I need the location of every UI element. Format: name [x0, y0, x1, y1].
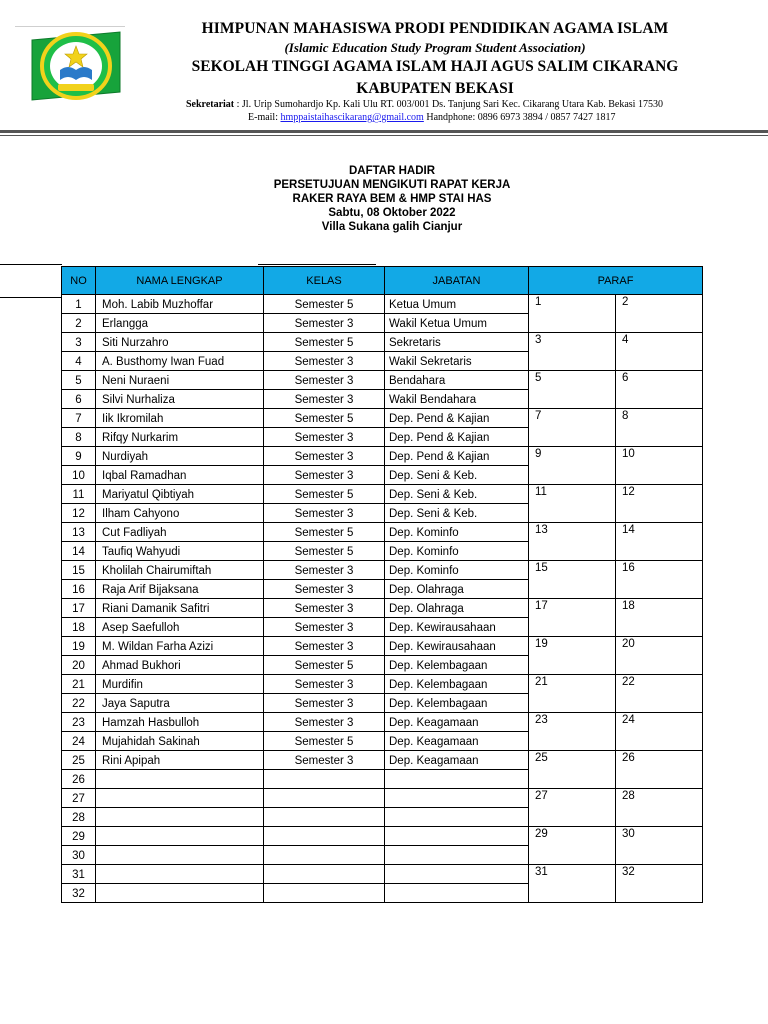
table-row [62, 865, 703, 884]
row-name: Raja Arif Bijaksana [96, 580, 264, 599]
row-number: 27 [62, 789, 96, 808]
secretariat-label: Sekretariat [186, 99, 235, 110]
sign-cell[interactable]: 9 [529, 447, 616, 485]
row-class: Semester 3 [264, 675, 385, 694]
row-name [96, 770, 264, 789]
sign-cell[interactable]: 3 [529, 333, 616, 371]
row-name: Erlangga [96, 314, 264, 333]
table-row [62, 409, 703, 428]
row-position: Dep. Kominfo [385, 561, 529, 580]
row-position: Dep. Kewirausahaan [385, 618, 529, 637]
org-name-english: (Islamic Education Study Program Student Association) [284, 40, 586, 55]
row-class: Semester 3 [264, 352, 385, 371]
row-position [385, 789, 529, 808]
row-class [264, 884, 385, 903]
row-position: Dep. Pend & Kajian [385, 409, 529, 428]
row-name: Rifqy Nurkarim [96, 428, 264, 447]
row-name [96, 846, 264, 865]
row-position [385, 846, 529, 865]
sign-cell[interactable]: 18 [616, 599, 703, 637]
letterhead [0, 0, 768, 140]
row-name: Neni Nuraeni [96, 371, 264, 390]
row-number: 16 [62, 580, 96, 599]
row-name: Jaya Saputra [96, 694, 264, 713]
table-row [62, 485, 703, 504]
sign-cell[interactable]: 10 [616, 447, 703, 485]
sign-cell[interactable]: 30 [616, 827, 703, 865]
row-class: Semester 3 [264, 371, 385, 390]
row-name: Iik Ikromilah [96, 409, 264, 428]
contact-line [248, 112, 616, 123]
row-class [264, 789, 385, 808]
row-class: Semester 5 [264, 656, 385, 675]
row-position: Dep. Pend & Kajian [385, 428, 529, 447]
row-name: A. Busthomy Iwan Fuad [96, 352, 264, 371]
row-number: 25 [62, 751, 96, 770]
row-position: Dep. Seni & Keb. [385, 466, 529, 485]
document-titles [180, 164, 604, 234]
sign-cell[interactable]: 25 [529, 751, 616, 789]
row-number: 30 [62, 846, 96, 865]
sign-cell[interactable]: 27 [529, 789, 616, 827]
row-number: 31 [62, 865, 96, 884]
row-name: Siti Nurzahro [96, 333, 264, 352]
sign-cell[interactable]: 19 [529, 637, 616, 675]
attendance-table [61, 266, 703, 903]
row-name: Kholilah Chairumiftah [96, 561, 264, 580]
secretariat-address [186, 99, 663, 110]
row-class: Semester 3 [264, 599, 385, 618]
row-number: 26 [62, 770, 96, 789]
row-name: Hamzah Hasbulloh [96, 713, 264, 732]
row-position: Dep. Kominfo [385, 542, 529, 561]
row-number: 1 [62, 295, 96, 314]
row-position: Sekretaris [385, 333, 529, 352]
header-rule-thin [0, 135, 768, 136]
row-number: 11 [62, 485, 96, 504]
row-class: Semester 3 [264, 561, 385, 580]
title-line: PERSETUJUAN MENGIKUTI RAPAT KERJA [273, 179, 511, 191]
table-body [62, 295, 703, 903]
row-class [264, 770, 385, 789]
row-class [264, 808, 385, 827]
row-number: 15 [62, 561, 96, 580]
row-position: Dep. Seni & Keb. [385, 504, 529, 523]
row-name [96, 865, 264, 884]
row-name [96, 884, 264, 903]
row-number: 22 [62, 694, 96, 713]
row-number: 23 [62, 713, 96, 732]
row-name: Cut Fadliyah [96, 523, 264, 542]
row-position: Wakil Sekretaris [385, 352, 529, 371]
row-position: Dep. Kelembagaan [385, 656, 529, 675]
col-header-no: NO [62, 267, 96, 295]
sign-cell[interactable]: 14 [616, 523, 703, 561]
email-link[interactable]: hmppaistaihascikarang@gmail.com [280, 112, 424, 123]
row-name [96, 789, 264, 808]
row-name: Mariyatul Qibtiyah [96, 485, 264, 504]
header-rule-thick [0, 130, 768, 133]
row-number: 14 [62, 542, 96, 561]
row-name: Silvi Nurhaliza [96, 390, 264, 409]
top-border-extension [258, 264, 376, 265]
row-class: Semester 3 [264, 314, 385, 333]
row-class: Semester 5 [264, 295, 385, 314]
title-line: RAKER RAYA BEM & HMP STAI HAS [292, 193, 492, 205]
col-header-class: KELAS [264, 267, 385, 295]
row-class: Semester 3 [264, 447, 385, 466]
row-position: Dep. Kominfo [385, 523, 529, 542]
row-number: 12 [62, 504, 96, 523]
left-border-stub [0, 264, 62, 298]
sign-cell[interactable]: 1 [529, 295, 616, 333]
row-position: Dep. Keagamaan [385, 751, 529, 770]
row-position: Bendahara [385, 371, 529, 390]
row-class: Semester 3 [264, 694, 385, 713]
row-position: Dep. Olahraga [385, 599, 529, 618]
table-row [62, 789, 703, 808]
col-header-position: JABATAN [385, 267, 529, 295]
sign-cell[interactable]: 24 [616, 713, 703, 751]
row-number: 9 [62, 447, 96, 466]
row-position: Dep. Kewirausahaan [385, 637, 529, 656]
sign-cell[interactable]: 16 [616, 561, 703, 599]
sign-cell[interactable]: 12 [616, 485, 703, 523]
row-number: 20 [62, 656, 96, 675]
table-row [62, 599, 703, 618]
table-row [62, 447, 703, 466]
sign-cell[interactable]: 23 [529, 713, 616, 751]
table-row [62, 561, 703, 580]
table-row [62, 675, 703, 694]
row-position [385, 770, 529, 789]
row-number: 32 [62, 884, 96, 903]
table-row [62, 637, 703, 656]
title-line: Villa Sukana galih Cianjur [321, 221, 463, 233]
row-class: Semester 5 [264, 409, 385, 428]
row-name: Riani Damanik Safitri [96, 599, 264, 618]
sign-cell[interactable]: 13 [529, 523, 616, 561]
table-row [62, 751, 703, 770]
row-number: 17 [62, 599, 96, 618]
row-position: Dep. Kelembagaan [385, 675, 529, 694]
phone-text: Handphone: 0896 6973 3894 / 0857 7427 1817 [423, 112, 616, 123]
row-name: Mujahidah Sakinah [96, 732, 264, 751]
row-class: Semester 3 [264, 713, 385, 732]
row-number: 28 [62, 808, 96, 827]
sign-cell[interactable]: 6 [616, 371, 703, 409]
row-position [385, 884, 529, 903]
row-number: 19 [62, 637, 96, 656]
sign-cell[interactable]: 29 [529, 827, 616, 865]
row-position: Wakil Bendahara [385, 390, 529, 409]
sign-cell[interactable]: 2 [616, 295, 703, 333]
row-number: 24 [62, 732, 96, 751]
row-class: Semester 3 [264, 466, 385, 485]
row-name [96, 827, 264, 846]
sign-cell[interactable]: 15 [529, 561, 616, 599]
title-line: Sabtu, 08 Oktober 2022 [328, 207, 456, 219]
row-position: Dep. Keagamaan [385, 732, 529, 751]
table-row [62, 713, 703, 732]
row-name: Asep Saefulloh [96, 618, 264, 637]
sign-cell[interactable]: 21 [529, 675, 616, 713]
row-position: Dep. Keagamaan [385, 713, 529, 732]
sign-cell[interactable]: 5 [529, 371, 616, 409]
row-position [385, 865, 529, 884]
sign-cell[interactable]: 20 [616, 637, 703, 675]
sign-cell[interactable]: 32 [616, 865, 703, 903]
table-row [62, 827, 703, 846]
row-number: 2 [62, 314, 96, 333]
col-header-sign: PARAF [529, 267, 703, 295]
row-number: 4 [62, 352, 96, 371]
title-line: DAFTAR HADIR [348, 165, 436, 177]
row-class: Semester 3 [264, 751, 385, 770]
row-name: Iqbal Ramadhan [96, 466, 264, 485]
row-position: Wakil Ketua Umum [385, 314, 529, 333]
row-position [385, 827, 529, 846]
row-name: Nurdiyah [96, 447, 264, 466]
email-label: E-mail: [248, 112, 281, 123]
org-name: HIMPUNAN MAHASISWA PRODI PENDIDIKAN AGAMA ISLAM [201, 20, 669, 37]
sign-cell[interactable]: 17 [529, 599, 616, 637]
row-number: 8 [62, 428, 96, 447]
sign-cell[interactable]: 22 [616, 675, 703, 713]
table-row [62, 523, 703, 542]
row-class: Semester 5 [264, 523, 385, 542]
table-row [62, 371, 703, 390]
sign-cell[interactable]: 4 [616, 333, 703, 371]
row-class: Semester 5 [264, 542, 385, 561]
row-position: Dep. Kelembagaan [385, 694, 529, 713]
row-number: 7 [62, 409, 96, 428]
row-class: Semester 5 [264, 485, 385, 504]
school-name: SEKOLAH TINGGI AGAMA ISLAM HAJI AGUS SALIM CIKARANG [191, 58, 679, 75]
row-position: Ketua Umum [385, 295, 529, 314]
sign-cell[interactable]: 8 [616, 409, 703, 447]
table-row [62, 295, 703, 314]
institution-logo [26, 26, 126, 106]
secretariat-text: : Jl. Urip Sumohardjo Kp. Kali Ulu RT. 003/001 Ds. Tanjung Sari Kec. Cikarang Utara Kab. Bekasi 17530 [234, 99, 663, 110]
sign-cell[interactable]: 26 [616, 751, 703, 789]
row-number: 13 [62, 523, 96, 542]
row-class: Semester 3 [264, 618, 385, 637]
row-class: Semester 3 [264, 428, 385, 447]
row-number: 5 [62, 371, 96, 390]
row-class: Semester 3 [264, 637, 385, 656]
row-number: 6 [62, 390, 96, 409]
row-position: Dep. Seni & Keb. [385, 485, 529, 504]
row-class [264, 846, 385, 865]
row-name: Taufiq Wahyudi [96, 542, 264, 561]
sign-cell[interactable]: 7 [529, 409, 616, 447]
row-number: 3 [62, 333, 96, 352]
sign-cell[interactable]: 11 [529, 485, 616, 523]
row-class [264, 865, 385, 884]
row-name: Rini Apipah [96, 751, 264, 770]
col-header-name: NAMA LENGKAP [96, 267, 264, 295]
row-number: 18 [62, 618, 96, 637]
table-header-row [62, 267, 703, 295]
row-name: Ahmad Bukhori [96, 656, 264, 675]
region-name: KABUPATEN BEKASI [356, 80, 514, 97]
sign-cell[interactable]: 31 [529, 865, 616, 903]
row-class [264, 827, 385, 846]
row-class: Semester 5 [264, 732, 385, 751]
row-name: Ilham Cahyono [96, 504, 264, 523]
row-name: Moh. Labib Muzhoffar [96, 295, 264, 314]
row-number: 21 [62, 675, 96, 694]
row-class: Semester 3 [264, 580, 385, 599]
sign-cell[interactable]: 28 [616, 789, 703, 827]
row-class: Semester 3 [264, 390, 385, 409]
row-class: Semester 3 [264, 504, 385, 523]
row-name: M. Wildan Farha Azizi [96, 637, 264, 656]
row-name [96, 808, 264, 827]
row-position [385, 808, 529, 827]
row-number: 29 [62, 827, 96, 846]
table-row [62, 333, 703, 352]
row-position: Dep. Olahraga [385, 580, 529, 599]
row-class: Semester 5 [264, 333, 385, 352]
row-number: 10 [62, 466, 96, 485]
row-name: Murdifin [96, 675, 264, 694]
row-position: Dep. Pend & Kajian [385, 447, 529, 466]
